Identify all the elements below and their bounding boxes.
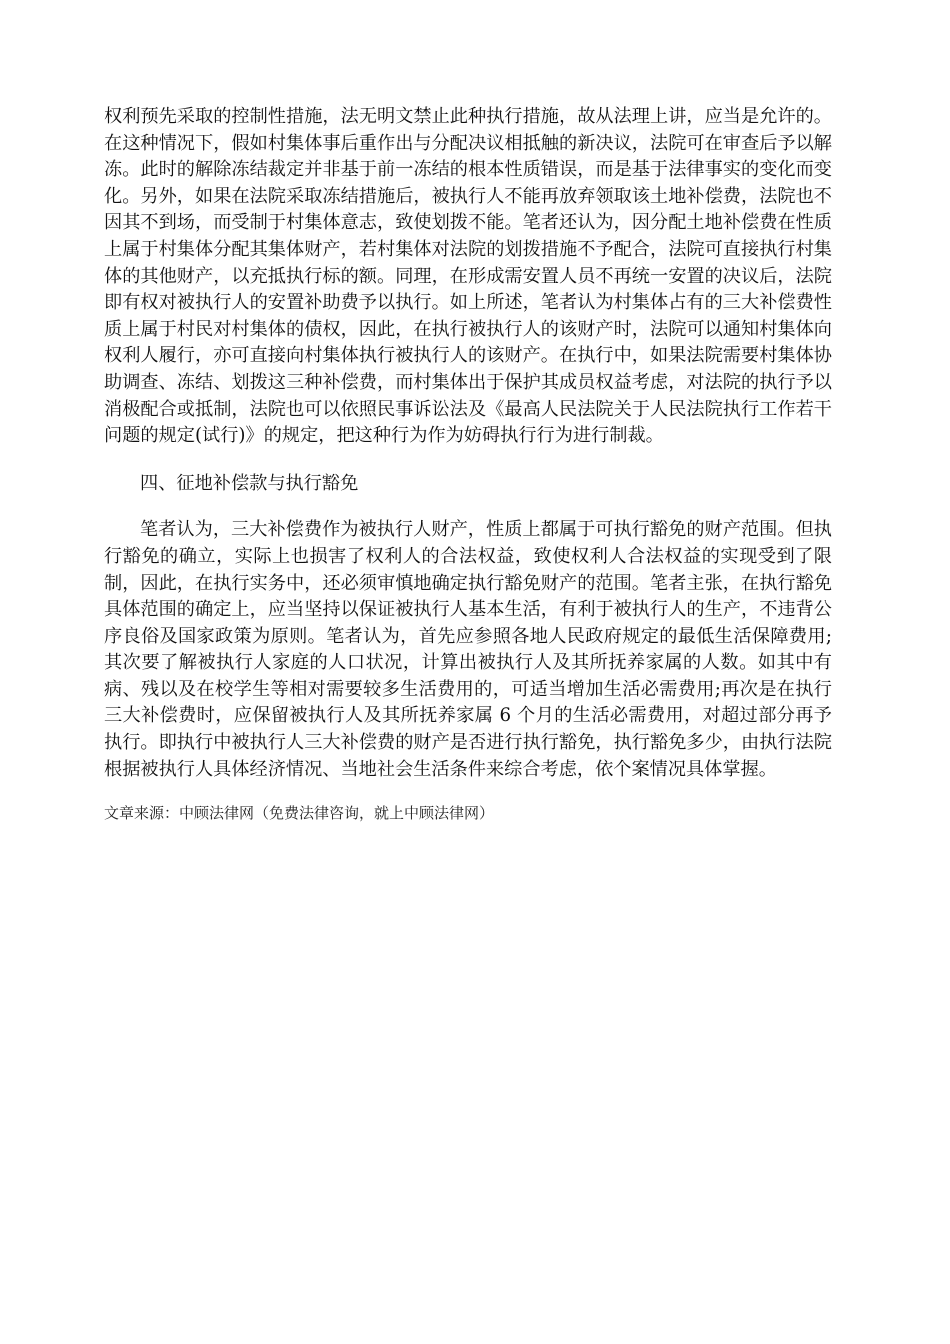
body-paragraph-1: 权利预先采取的控制性措施，法无明文禁止此种执行措施，故从法理上讲，应当是允许的。在这种情况下，假如村集体事后重作出与分配决议相抵触的新决议，法院可在审查后予以解冻。此时的解除冻结裁定并非基于前一冻结的根本性质错误，而是基于法律事实的变化而变化。另外，如果在法院采取冻结措施后，被执行人不能再放弃领取该土地补偿费，法院也不因其不到场，而受制于村集体意志，致使划拨不能。笔者还认为，因分配土地补偿费在性质上属于村集体分配其集体财产，若村集体对法院的划拨措施不予配合，法院可直接执行村集体的其他财产，以充抵执行标的额。同理，在形成需安置人员不再统一安置的决议后，法院即有权对被执行人的安置补助费予以执行。如上所述，笔者认为村集体占有的三大补偿费性质上属于村民对村集体的债权，因此，在执行被执行人的该财产时，法院可以通知村集体向权利人履行，亦可直接向村集体执行被执行人的该财产。在执行中，如果法院需要村集体协助调查、冻结、划拨这三种补偿费，而村集体出于保护其成员权益考虑，对法院的执行予以消极配合或抵制，法院也可以依照民事诉讼法及《最高人民法院关于人民法院执行工作若干问题的规定(试行)》的规定，把这种行为作为妨碍执行行为进行制裁。 [104,106,832,447]
body-paragraph-2: 笔者认为，三大补偿费作为被执行人财产，性质上都属于可执行豁免的财产范围。但执行豁免的确立，实际上也损害了权利人的合法权益，致使权利人合法权益的实现受到了限制，因此，在执行实务中，还必须审慎地确定执行豁免财产的范围。笔者主张，在执行豁免具体范围的确定上，应当坚持以保证被执行人基本生活，有利于被执行人的生产，不违背公序良俗及国家政策为原则。笔者认为，首先应参照各地人民政府规定的最低生活保障费用;其次要了解被执行人家庭的人口状况，计算出被执行人及其所抚养家属的人数。如其中有病、残以及在校学生等相对需要较多生活费用的，可适当增加生活必需费用;再次是在执行三大补偿费时，应保留被执行人及其所抚养家属 6 个月的生活必需费用，对超过部分再予执行。即执行中被执行人三大补偿费的财产是否进行执行豁免，执行豁免多少，由执行法院根据被执行人具体经济情况、当地社会生活条件来综合考虑，依个案情况具体掌握。 [104,519,832,780]
article-source-line: 文章来源：中顾法律网（免费法律咨询，就上中顾法律网） [104,804,495,823]
document-page [104,104,832,824]
section-heading: 四、征地补偿款与执行豁免 [140,472,359,494]
